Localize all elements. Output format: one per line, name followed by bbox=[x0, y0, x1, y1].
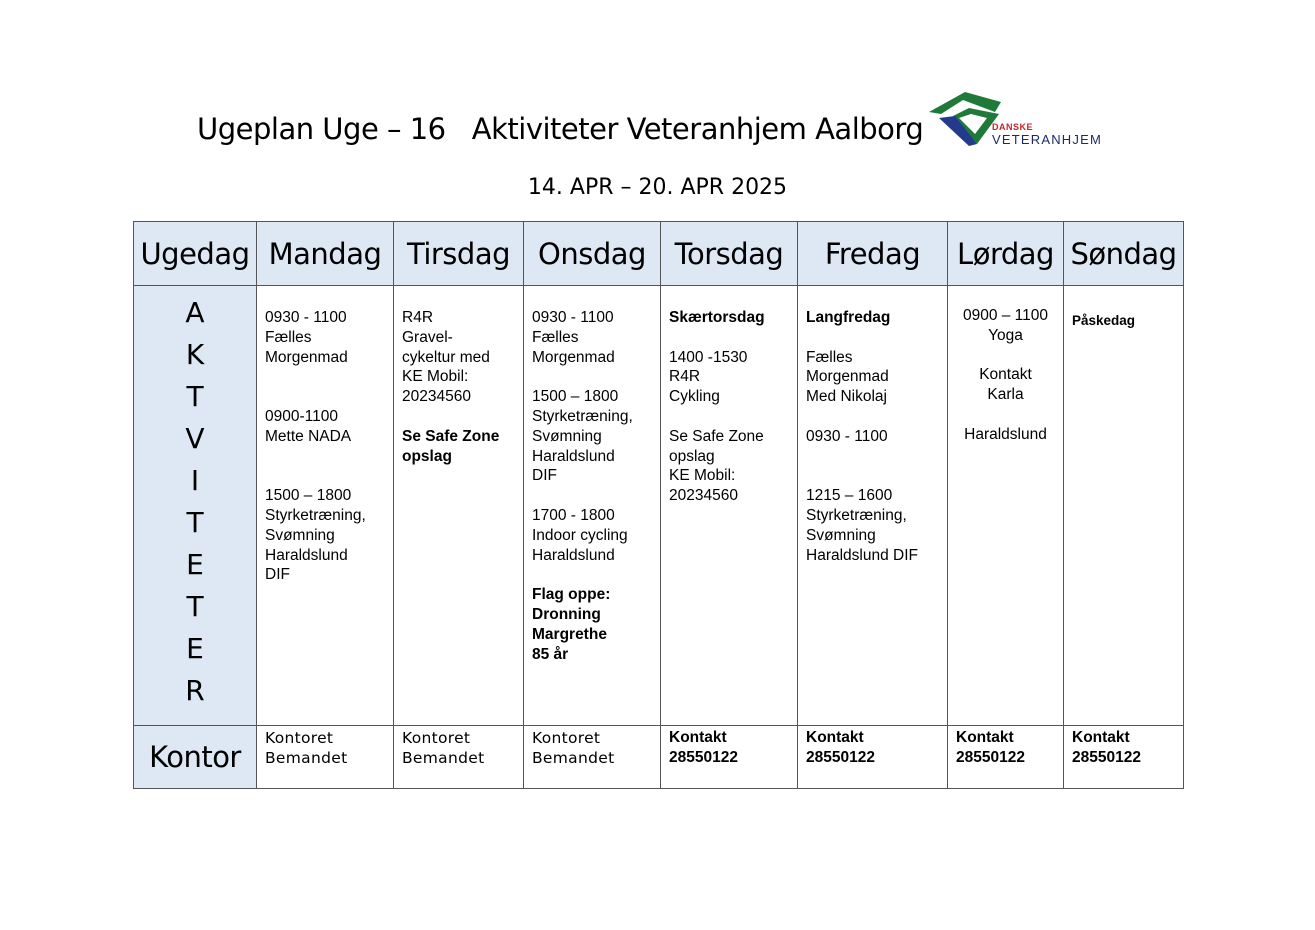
text-line: Fælles bbox=[532, 328, 579, 346]
text-line: 0930 - 1100 bbox=[265, 309, 347, 326]
text-line: Haraldslund bbox=[265, 546, 348, 564]
logo-text-veteranhjem: VETERANHJEM bbox=[992, 132, 1102, 147]
text-line: Bemandet bbox=[265, 749, 348, 767]
text-line: Morgenmad bbox=[532, 348, 615, 366]
side-letter: K bbox=[185, 338, 205, 371]
date-range-text: 14. APR – 20. APR 2025 bbox=[527, 175, 788, 200]
cell-sondag bbox=[1064, 286, 1184, 726]
bold-text-line: Se Safe Zone bbox=[402, 427, 500, 445]
text-line: Se Safe Zone bbox=[669, 427, 764, 445]
cell-lordag bbox=[948, 286, 1064, 726]
side-letter: V bbox=[185, 422, 205, 455]
text-line: KE Mobil: bbox=[402, 368, 469, 386]
page-title: Ugeplan Uge – 16 Aktiviteter Veteranhjem Aalborg bbox=[197, 112, 924, 146]
text-line: Bemandet bbox=[532, 749, 615, 767]
header-fredag: Fredag bbox=[798, 222, 948, 286]
text-line: Kontakt bbox=[979, 366, 1032, 384]
text-line: Yoga bbox=[988, 326, 1023, 344]
text-line: 0930 - 1100 bbox=[806, 427, 888, 445]
text-line: 1500 – 1800 bbox=[532, 388, 619, 406]
text-line: 20234560 bbox=[402, 388, 471, 406]
header-mandag: Mandag bbox=[257, 222, 394, 286]
text-line: 28550122 bbox=[806, 749, 875, 766]
text-line: Cykling bbox=[669, 388, 720, 406]
text-line: 1400 -1530 bbox=[669, 348, 748, 366]
text-line: Kontoret bbox=[265, 729, 334, 747]
text-line: Bemandet bbox=[402, 749, 485, 767]
cell-mandag bbox=[257, 286, 394, 726]
text-line: opslag bbox=[669, 447, 715, 465]
week-plan-table bbox=[133, 221, 1184, 789]
header-onsdag: Onsdag bbox=[524, 222, 661, 286]
header-ugedag: Ugedag bbox=[134, 222, 257, 286]
text-line: 20234560 bbox=[669, 487, 738, 505]
bold-text-line: Margrethe bbox=[532, 625, 607, 643]
text-line: 0900-1100 bbox=[265, 407, 338, 425]
text-line: KE Mobil: bbox=[669, 467, 736, 485]
text-line: Svømning bbox=[806, 526, 876, 544]
text-line: Mette NADA bbox=[265, 427, 352, 445]
header-row bbox=[134, 222, 1184, 286]
side-letter: A bbox=[185, 296, 205, 329]
cell-onsdag bbox=[524, 286, 661, 726]
text-line: Styrketræning, bbox=[265, 506, 366, 524]
bold-text-line: Langfredag bbox=[806, 309, 891, 326]
text-line: 0900 – 1100 bbox=[962, 307, 1049, 324]
activities-label bbox=[134, 286, 256, 712]
cell-tirsdag bbox=[394, 286, 524, 726]
side-letter: T bbox=[186, 380, 204, 413]
text-line: 28550122 bbox=[956, 749, 1025, 766]
header-lordag: Lørdag bbox=[948, 222, 1064, 286]
logo-text-danske: DANSKE bbox=[992, 122, 1034, 132]
text-line: cykeltur med bbox=[402, 348, 490, 366]
text-line: Fælles bbox=[806, 348, 853, 366]
text-line: Svømning bbox=[265, 526, 335, 544]
side-letter: E bbox=[186, 548, 204, 581]
text-line: 28550122 bbox=[669, 749, 738, 766]
bold-text-line: 85 år bbox=[532, 645, 569, 663]
header-sondag: Søndag bbox=[1064, 222, 1184, 286]
text-line: DIF bbox=[265, 566, 290, 584]
text-line: 1500 – 1800 bbox=[265, 487, 352, 505]
text-line: Kontakt bbox=[669, 729, 727, 746]
bold-text-line: Påskedag bbox=[1072, 313, 1136, 328]
bold-text-line: Skærtorsdag bbox=[669, 309, 765, 326]
kontor-cell-fredag bbox=[798, 726, 948, 789]
date-range bbox=[0, 175, 1315, 200]
text-line: Morgenmad bbox=[806, 368, 889, 386]
kontor-cell-lordag bbox=[948, 726, 1064, 789]
text-line: R4R bbox=[402, 309, 434, 326]
text-line: Morgenmad bbox=[265, 348, 348, 366]
text-line: 0930 - 1100 bbox=[532, 309, 614, 326]
text-line: Styrketræning, bbox=[532, 407, 633, 425]
kontor-cell-mandag bbox=[257, 726, 394, 789]
kontor-cell-onsdag bbox=[524, 726, 661, 789]
text-line: Kontakt bbox=[806, 729, 864, 746]
logo bbox=[925, 88, 1125, 150]
text-line: Haraldslund bbox=[532, 546, 615, 564]
kontor-cell-torsdag bbox=[661, 726, 798, 789]
activities-row bbox=[134, 286, 1184, 726]
bold-text-line: Flag oppe: bbox=[532, 586, 611, 604]
bold-text-line: opslag bbox=[402, 447, 452, 465]
kontor-cell-sondag bbox=[1064, 726, 1184, 789]
side-letter: E bbox=[186, 632, 204, 665]
side-letter: T bbox=[186, 506, 204, 539]
text-line: Haraldslund bbox=[532, 447, 615, 465]
text-line: R4R bbox=[669, 368, 701, 386]
text-line: Haraldslund bbox=[964, 425, 1047, 443]
side-letter: I bbox=[190, 464, 200, 497]
side-letter: T bbox=[186, 590, 204, 623]
text-line: Styrketræning, bbox=[806, 506, 907, 524]
text-line: Med Nikolaj bbox=[806, 388, 887, 406]
text-line: 1215 – 1600 bbox=[806, 487, 893, 505]
text-line: 1700 - 1800 bbox=[532, 506, 615, 524]
text-line: Kontoret bbox=[402, 729, 471, 747]
text-line: Karla bbox=[987, 386, 1024, 404]
header-tirsdag: Tirsdag bbox=[394, 222, 524, 286]
text-line: DIF bbox=[532, 467, 557, 485]
activities-label-cell bbox=[134, 286, 257, 726]
text-line: Gravel- bbox=[402, 328, 453, 346]
side-letter: R bbox=[185, 674, 205, 707]
text-line: Kontakt bbox=[1072, 729, 1130, 746]
cell-torsdag bbox=[661, 286, 798, 726]
text-line: Kontoret bbox=[532, 729, 601, 747]
text-line: Svømning bbox=[532, 427, 602, 445]
cell-fredag bbox=[798, 286, 948, 726]
kontor-row bbox=[134, 726, 1184, 789]
text-line: Indoor cycling bbox=[532, 526, 628, 544]
kontor-cell-tirsdag bbox=[394, 726, 524, 789]
text-line: Kontakt bbox=[956, 729, 1014, 746]
text-line: Fælles bbox=[265, 328, 312, 346]
bold-text-line: Dronning bbox=[532, 605, 601, 623]
text-line: Haraldslund DIF bbox=[806, 546, 918, 564]
kontor-label: Kontor bbox=[134, 726, 257, 789]
header-torsdag: Torsdag bbox=[661, 222, 798, 286]
text-line: 28550122 bbox=[1072, 749, 1141, 766]
